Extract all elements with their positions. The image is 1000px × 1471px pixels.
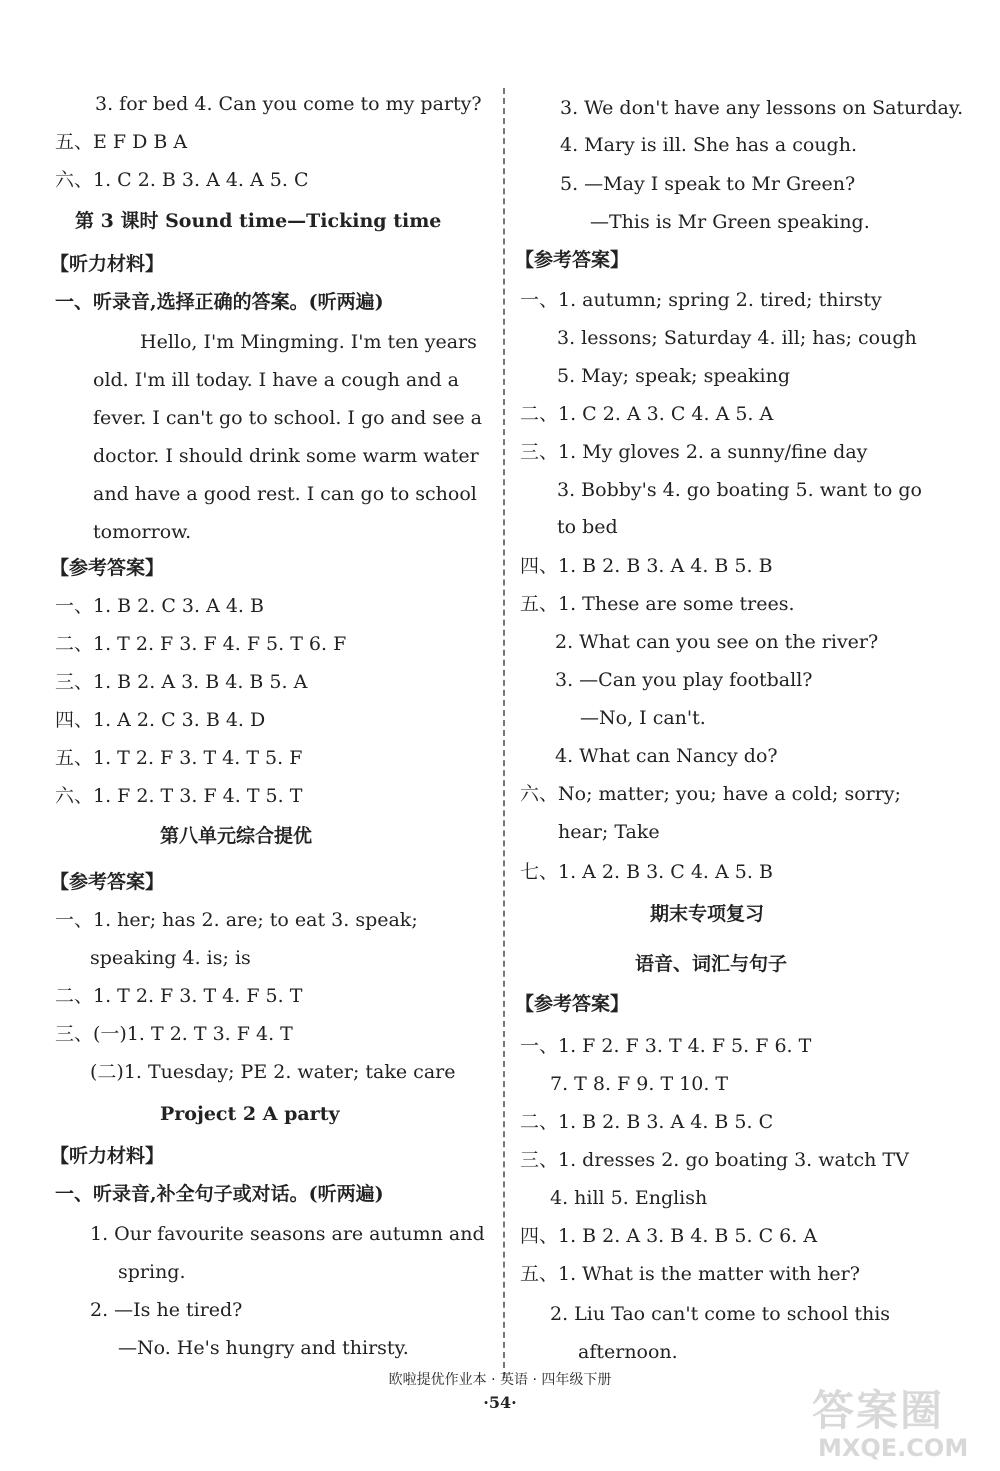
left-column-line: old. I'm ill today. I have a cough and a — [93, 369, 460, 391]
left-column-line: —No. He's hungry and thirsty. — [118, 1337, 409, 1359]
right-column-line: 四、1. B 2. A 3. B 4. B 5. C 6. A — [520, 1225, 818, 1247]
right-column-line: 【参考答案】 — [515, 249, 630, 271]
left-column-line: 【听力材料】 — [50, 1145, 165, 1167]
left-column-line: 第八单元综合提优 — [160, 825, 313, 847]
left-column-line: 二、1. T 2. F 3. F 4. F 5. T 6. F — [55, 633, 347, 655]
left-column-line: 三、1. B 2. A 3. B 4. B 5. A — [55, 671, 308, 693]
right-column-line: 2. Liu Tao can't come to school this — [550, 1303, 891, 1325]
left-column-line: 六、1. F 2. T 3. F 4. T 5. T — [55, 785, 303, 807]
right-column-line: 三、1. My gloves 2. a sunny/fine day — [520, 441, 868, 463]
left-column-line: 1. Our favourite seasons are autumn and — [90, 1223, 485, 1245]
right-column-line: 3. lessons; Saturday 4. ill; has; cough — [557, 327, 917, 349]
left-column-line: 三、(一)1. T 2. T 3. F 4. T — [55, 1023, 293, 1045]
page-number: ·54· — [483, 1393, 517, 1412]
right-column-line: 七、1. A 2. B 3. C 4. A 5. B — [520, 861, 773, 883]
right-column-line: 三、1. dresses 2. go boating 3. watch TV — [520, 1149, 909, 1171]
left-column-line: 一、1. her; has 2. are; to eat 3. speak; — [55, 909, 418, 931]
left-column-line: Project 2 A party — [160, 1103, 340, 1125]
right-column-line: 二、1. B 2. B 3. A 4. B 5. C — [520, 1111, 774, 1133]
watermark-title: 答案圈 — [812, 1386, 945, 1435]
right-column-line: 六、No; matter; you; have a cold; sorry; — [520, 783, 901, 805]
right-column-line: 期末专项复习 — [650, 903, 765, 925]
right-column-line: 3. We don't have any lessons on Saturday. — [560, 97, 964, 119]
left-column-line: 五、1. T 2. F 3. T 4. T 5. F — [55, 747, 303, 769]
left-column-line: 第 3 课时 Sound time—Ticking time — [75, 210, 442, 232]
left-column-line: 一、1. B 2. C 3. A 4. B — [55, 595, 264, 617]
right-column-line: 4. Mary is ill. She has a cough. — [560, 134, 857, 156]
left-column-line: spring. — [118, 1261, 186, 1283]
left-column-line: 一、听录音,补全句子或对话。(听两遍) — [55, 1183, 384, 1205]
left-column-line: 【参考答案】 — [50, 557, 165, 579]
right-column-line: 一、1. F 2. F 3. T 4. F 5. F 6. T — [520, 1035, 812, 1057]
right-column-line: 四、1. B 2. B 3. A 4. B 5. B — [520, 555, 773, 577]
left-column-line: 【听力材料】 — [50, 253, 165, 275]
right-column-line: afternoon. — [578, 1341, 678, 1363]
left-column-line: 一、听录音,选择正确的答案。(听两遍) — [55, 291, 384, 313]
left-column-line: 二、1. T 2. F 3. T 4. F 5. T — [55, 985, 303, 1007]
left-column-line: 【参考答案】 — [50, 871, 165, 893]
right-column-line: 语音、词汇与句子 — [635, 953, 788, 975]
right-column-line: hear; Take — [558, 821, 660, 843]
left-column-line: and have a good rest. I can go to school — [93, 483, 477, 505]
footer-book-title: 欧啦提优作业本 · 英语 · 四年级下册 — [388, 1372, 612, 1388]
right-column-line: 【参考答案】 — [515, 993, 630, 1015]
right-column-line: 五、1. What is the matter with her? — [520, 1263, 860, 1285]
right-column-line: 7. T 8. F 9. T 10. T — [550, 1073, 729, 1095]
left-column-line: 六、1. C 2. B 3. A 4. A 5. C — [55, 169, 309, 191]
right-column-line: 4. hill 5. English — [550, 1187, 708, 1209]
column-divider — [503, 88, 505, 1378]
left-column-line: 2. —Is he tired? — [90, 1299, 243, 1321]
left-column-line: fever. I can't go to school. I go and see a — [93, 407, 482, 429]
left-column-line: (二)1. Tuesday; PE 2. water; take care — [90, 1061, 456, 1083]
left-column-line: 五、E F D B A — [55, 131, 188, 153]
right-column-line: 2. What can you see on the river? — [555, 631, 879, 653]
right-column-line: to bed — [557, 516, 618, 538]
watermark-logo — [812, 1378, 987, 1466]
right-column-line: 五、1. These are some trees. — [520, 593, 795, 615]
left-column-line: doctor. I should drink some warm water — [93, 445, 479, 467]
left-column-line: Hello, I'm Mingming. I'm ten years — [140, 331, 477, 353]
right-column-line: 5. —May I speak to Mr Green? — [560, 173, 856, 195]
left-column-line: tomorrow. — [93, 521, 192, 543]
right-column-line: 一、1. autumn; spring 2. tired; thirsty — [520, 289, 882, 311]
right-column-line: 二、1. C 2. A 3. C 4. A 5. A — [520, 403, 774, 425]
right-column-line: —This is Mr Green speaking. — [590, 211, 870, 233]
right-column-line: 3. Bobby's 4. go boating 5. want to go — [557, 479, 922, 501]
left-column-line: 四、1. A 2. C 3. B 4. D — [55, 709, 266, 731]
left-column-line: 3. for bed 4. Can you come to my party? — [95, 93, 482, 115]
watermark-site: MXQE.COM — [818, 1434, 969, 1462]
right-column-line: 3. —Can you play football? — [555, 669, 813, 691]
right-column-line: 5. May; speak; speaking — [557, 365, 791, 387]
left-column-line: speaking 4. is; is — [90, 947, 251, 969]
right-column-line: —No, I can't. — [580, 707, 706, 729]
right-column-line: 4. What can Nancy do? — [555, 745, 778, 767]
